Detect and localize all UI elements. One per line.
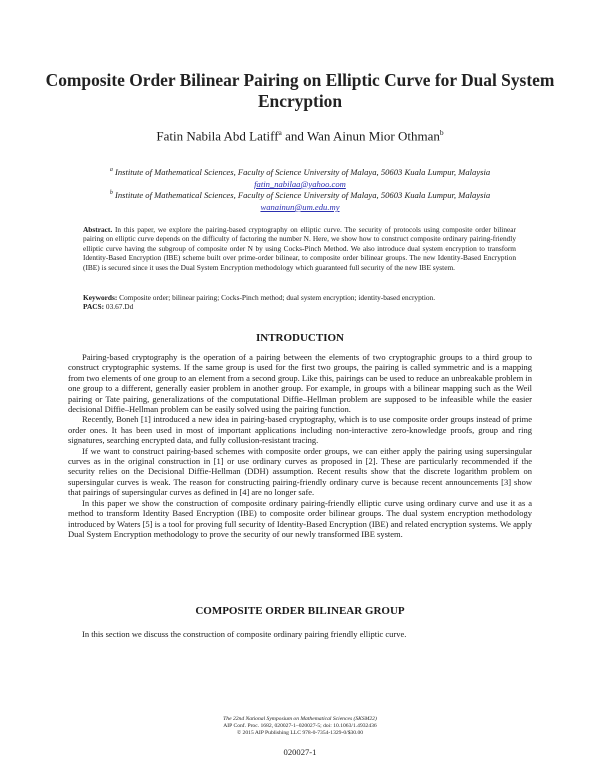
author-line bbox=[60, 125, 540, 144]
author-conjunction: and bbox=[281, 128, 307, 144]
paper-title: Composite Order Bilinear Pairing on Elliptic Curve for Dual System Encryption bbox=[45, 70, 555, 111]
footer-publisher: © 2015 AIP Publishing LLC 978-0-7354-1329-0/$30.00 bbox=[236, 730, 364, 736]
affiliation-mark: b bbox=[109, 190, 113, 196]
keywords-text: Composite order; bilinear pairing; Cocks-Pinch method; dual system encryption; identity-based encryption. bbox=[117, 293, 436, 302]
abstract bbox=[83, 225, 516, 272]
footer-conference: The 22nd National Symposium on Mathematical Sciences (SKSM22) bbox=[223, 716, 377, 722]
author-name: Wan Ainun Mior Othman bbox=[306, 128, 440, 144]
section-heading-introduction: INTRODUCTION bbox=[255, 332, 344, 344]
pacs-label: PACS: bbox=[83, 302, 105, 311]
affiliation-text: Institute of Mathematical Sciences, Faculty of Science University of Malaya, 50603 Kuala Lumpur, Malaysia bbox=[112, 189, 491, 200]
paragraph: Recently, Boneh [1] introduced a new idea in pairing-based cryptography, which is to use composite order groups instead of prime order ones. It has been used in most of important applications including non-interactive zero-knowledge proofs, group and ring signatures, searching encrypted data, and fully collusion-resistant tracing. bbox=[68, 414, 532, 446]
abstract-label: Abstract. bbox=[83, 225, 113, 234]
author-name: Fatin Nabila Abd Latiff bbox=[156, 128, 279, 144]
affiliation-text: Institute of Mathematical Sciences, Faculty of Science University of Malaya, 50603 Kuala Lumpur, Malaysia bbox=[112, 166, 491, 177]
composite-order-body bbox=[68, 629, 532, 639]
email-link[interactable]: fatin_nabilaa@yahoo.com bbox=[254, 178, 346, 189]
paragraph: In this paper we show the construction of composite ordinary pairing-friendly elliptic curve using ordinary curve and use it as a method to transform Identity Based Encryption (IBE) to composite order bilinear groups. The dual system encryption methodology introduced by Waters [5] is a tool for proving full security of Identity-Based Encryption (IBE) and related encryption systems. We apply Dual System Encryption methodology to prove the security of our newly transformed IBE system. bbox=[68, 497, 532, 539]
author-affiliation-mark: b bbox=[439, 128, 444, 137]
email-link[interactable]: wanainun@um.edu.my bbox=[260, 201, 340, 212]
paragraph: Pairing-based cryptography is the operation of a pairing between the elements of two cryptographic groups to a third group to construct cryptographic systems. If the same group is used for the first two groups, the pairing is called symmetric and is a mapping from two elements of one group to an element from a second group. Like this, pairings can be used to reduce an unbreakable problem in one group to a different, generally easier problem in another group. For example, in groups with a bilinear mapping such as the Weil pairing or Tate pairing, generalizations of the computational Diffie–Hellman problem are supposed to be infeasible while the easier decisional Diffie–Hellman problem can be easily solved using the pairing function. bbox=[68, 352, 532, 415]
footer bbox=[150, 716, 450, 737]
pacs-text: 03.67.Dd bbox=[104, 302, 134, 311]
pacs bbox=[83, 302, 516, 311]
introduction-body bbox=[68, 352, 532, 539]
keywords bbox=[83, 293, 516, 302]
footer-proceedings: AIP Conf. Proc. 1682, 020027-1–020027-5; doi: 10.1063/1.4932436 bbox=[223, 723, 377, 729]
paragraph: In this section we discuss the construction of composite ordinary pairing friendly elliptic curve. bbox=[82, 629, 407, 639]
affiliation-a bbox=[70, 164, 530, 190]
page-number: 020027-1 bbox=[283, 747, 317, 757]
section-heading-composite-order: COMPOSITE ORDER BILINEAR GROUP bbox=[195, 605, 405, 617]
affiliation-mark: a bbox=[109, 167, 113, 173]
abstract-text: In this paper, we explore the pairing-based cryptography on elliptic curve. The security of protocols using composite order bilinear pairing on elliptic curve depends on the difficulty of factoring the number N. Here, we show how to construct composite ordinary pairing-friendly elliptic curve having the subgroup of composite order N by using Cocks-Pinch Method. We also introduce dual system encryption to transform Identity-Based Encryption (IBE) scheme built over prime-order bilinear, to composite order bilinear groups. The new Identity-Based Encryption (IBE) is secured since it uses the Dual System Encryption methodology which guaranteed full security of the new IBE system. bbox=[83, 225, 516, 272]
keywords-label: Keywords: bbox=[83, 293, 118, 302]
paragraph: If we want to construct pairing-based schemes with composite order groups, we can either apply the pairing using supersingular curves as in the original construction in [1] or use ordinary curves as proposed in [2]. These are particularly recommended if the security relies on the Decisional Diffie-Hellman (DDH) assumption. Recent results show that the discrete logarithm problem on supersingular curves is weak. The reason for constructing pairing-friendly ordinary curve is because recent announcements [3] show that pairings of supersingular curves as defined in [4] are no longer safe. bbox=[68, 445, 532, 498]
affiliation-b bbox=[70, 187, 530, 213]
author-affiliation-mark: a bbox=[278, 128, 282, 137]
